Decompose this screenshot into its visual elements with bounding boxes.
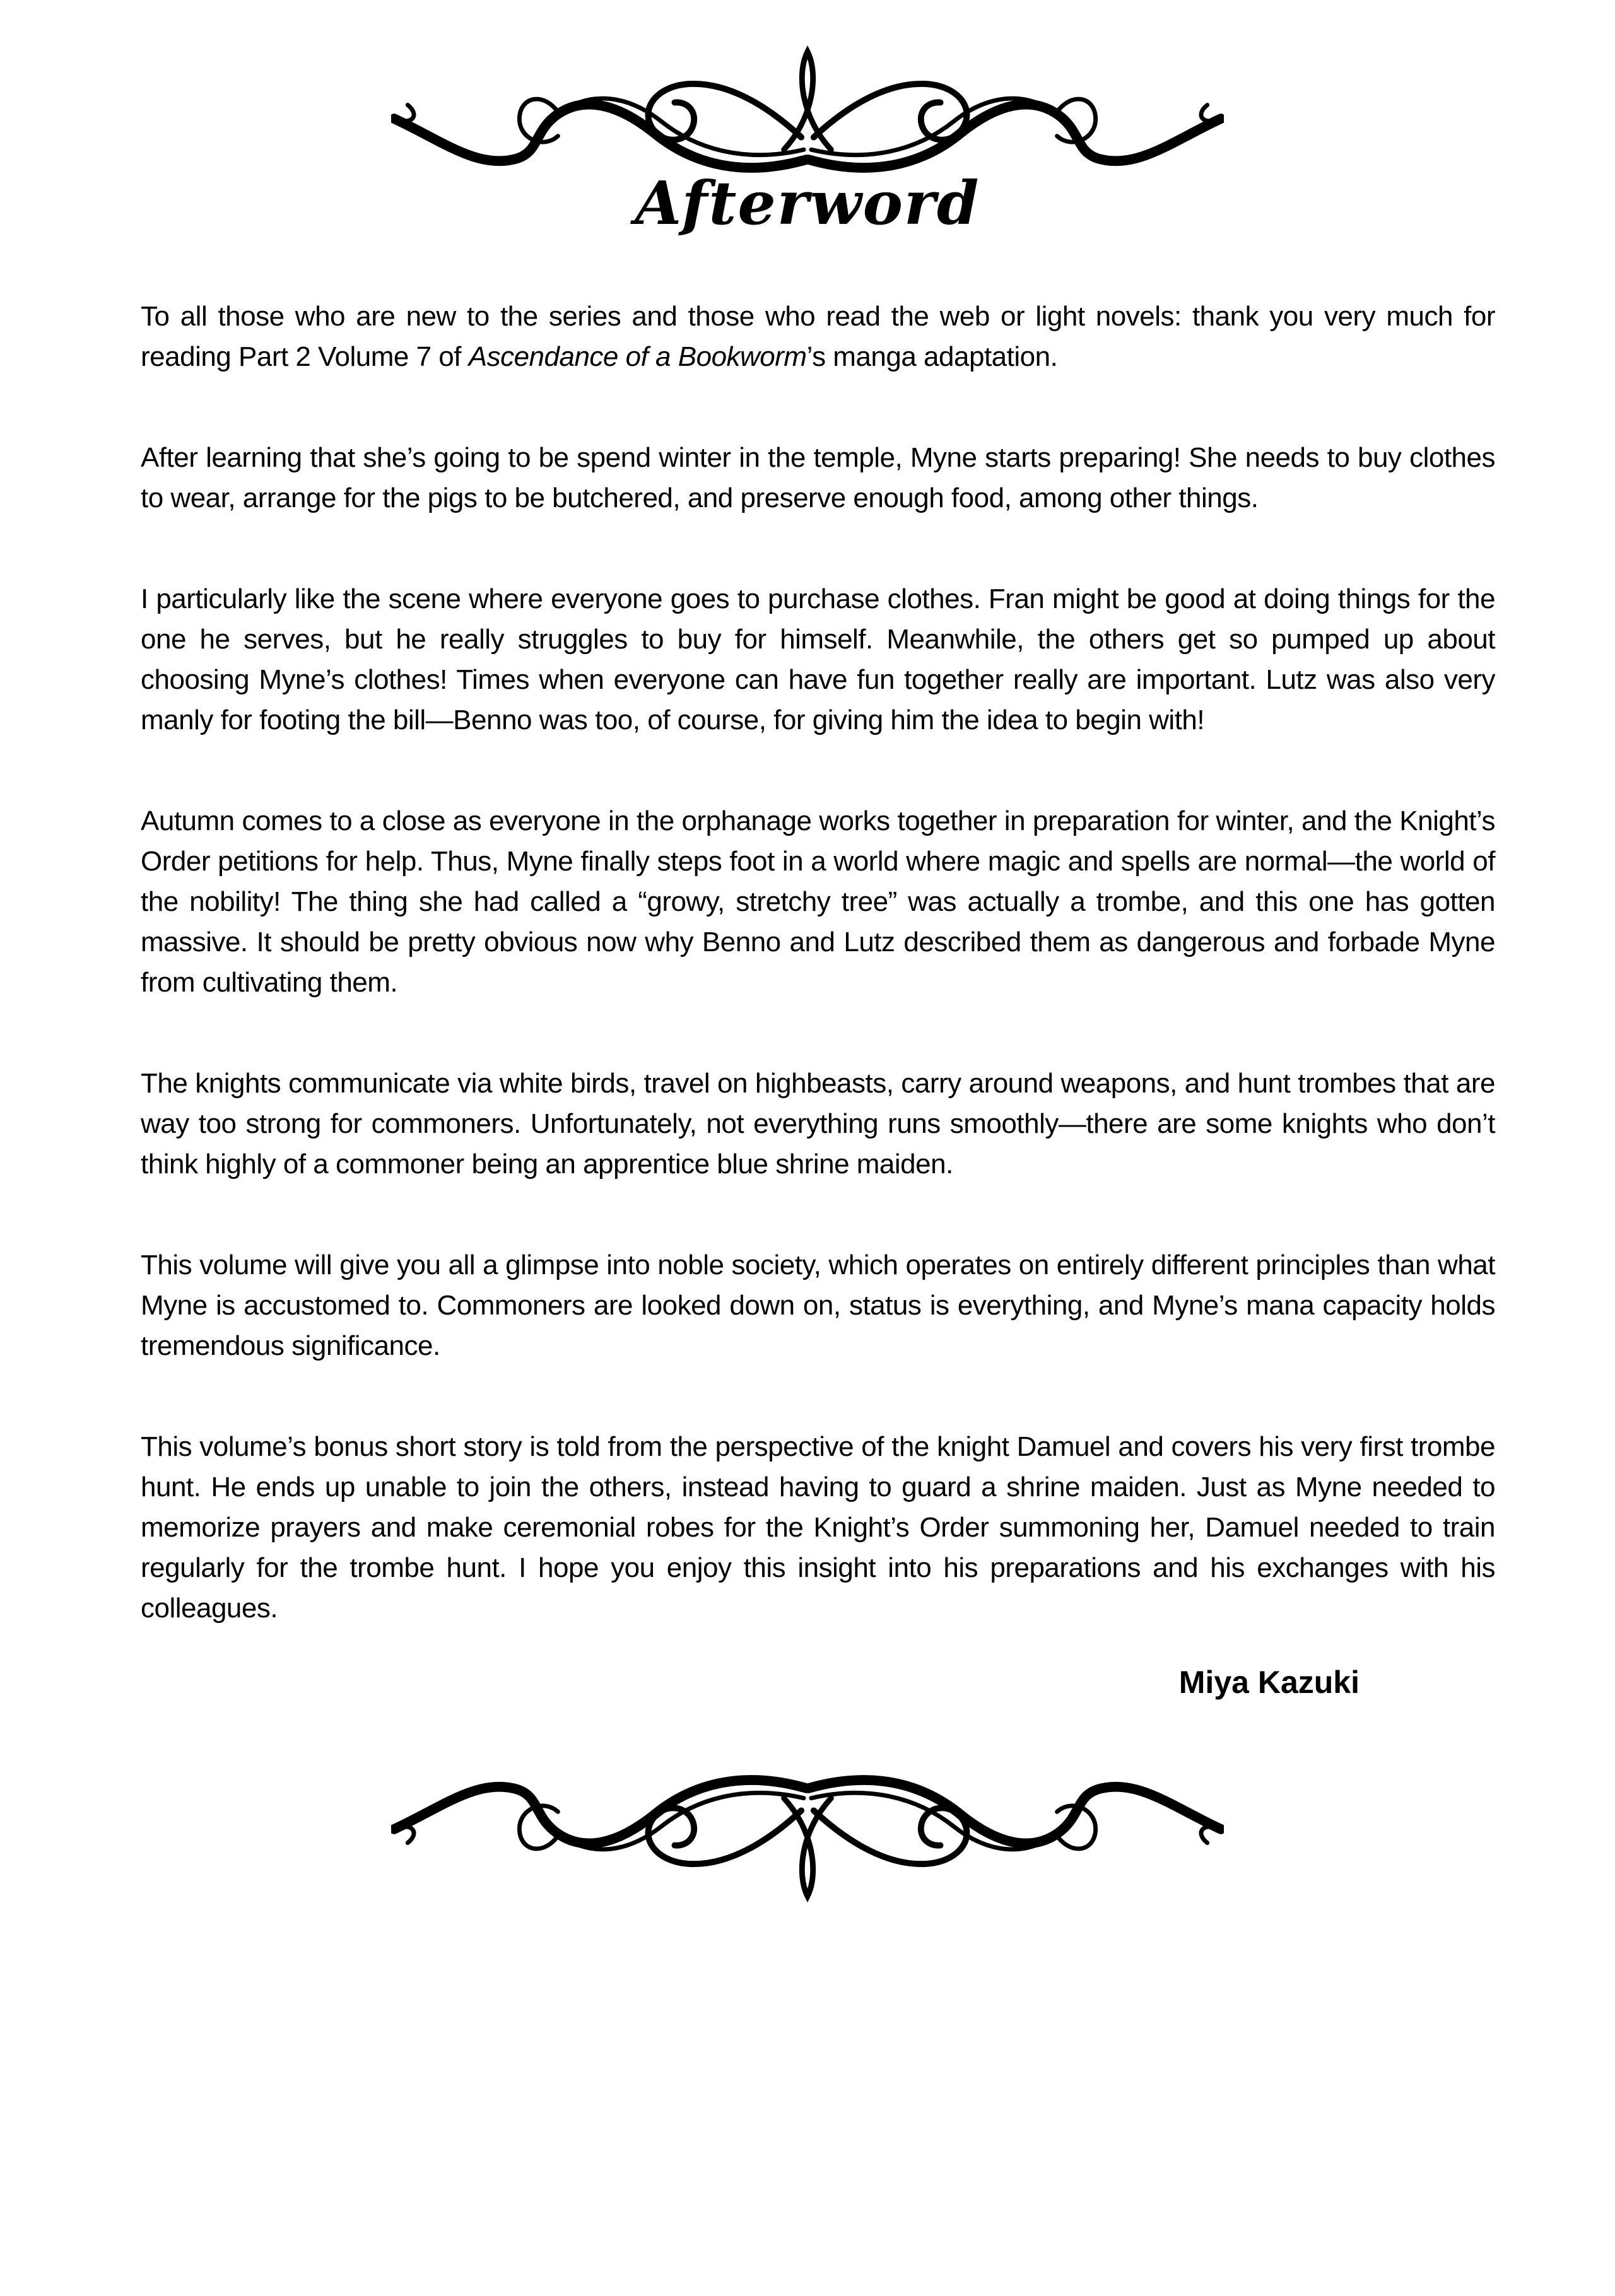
paragraph-text: ’s manga adaptation.	[806, 341, 1058, 372]
afterword-body	[0, 296, 1615, 1629]
paragraph-3: I particularly like the scene where everyone goes to purchase clothes. Fran might be good at doing things for the one he serves, but he really struggles to buy for himself. Meanwhile, the others get so pumped up about choosing Myne’s clothes! Times when everyone can have fun together really are important. Lutz was also very manly for footing the bill—Benno was too, of course, for giving him the idea to begin with!	[141, 583, 1495, 735]
flourish-ornament-bottom	[391, 1748, 1224, 1904]
author-signature: Miya Kazuki	[1178, 1664, 1360, 1700]
paragraph-4: Autumn comes to a close as everyone in the orphanage works together in preparation for winter, and the Knight’s Order petitions for help. Thus, Myne finally steps foot in a world where magic and spells are normal—the world of the nobility! The thing she had called a “growy, stretchy tree” was actually a trombe, and this one has gotten massive. It should be pretty obvious now why Benno and Lutz described them as dangerous and forbade Myne from cultivating them.	[141, 805, 1495, 998]
paragraph-text: To all those who are new to the series and those who read the web or light novels: thank you very much for reading Part 2 Volume 7 of	[141, 300, 1495, 372]
paragraph-5: The knights communicate via white birds, travel on highbeasts, carry around weapons, and hunt trombes that are way too strong for commoners. Unfortunately, not everything runs smoothly—there are some knights who don’t think highly of a commoner being an apprentice blue shrine maiden.	[141, 1067, 1495, 1180]
paragraph-2: After learning that she’s going to be spend winter in the temple, Myne starts preparing! She needs to buy clothes to wear, arrange for the pigs to be butchered, and preserve enough food, among other things.	[141, 442, 1495, 513]
paragraph-6: This volume will give you all a glimpse into noble society, which operates on entirely different principles than what Myne is accustomed to. Commoners are looked down on, status is everything, and Myne’s mana capacity holds tremendous significance.	[141, 1249, 1495, 1361]
paragraph-1	[141, 296, 1495, 377]
book-title-italic: Ascendance of a Bookworm	[468, 341, 807, 372]
page-title: Afterword	[635, 168, 980, 238]
paragraph-7: This volume’s bonus short story is told from the perspective of the knight Damuel and covers his very first trombe hunt. He ends up unable to join the others, instead having to guard a shrine maiden. Just as Myne needed to memorize prayers and make ceremonial robes for the Knight’s Order summoning her, Damuel needed to train regularly for the trombe hunt. I hope you enjoy this insight into his preparations and his exchanges with his colleagues.	[141, 1431, 1495, 1624]
